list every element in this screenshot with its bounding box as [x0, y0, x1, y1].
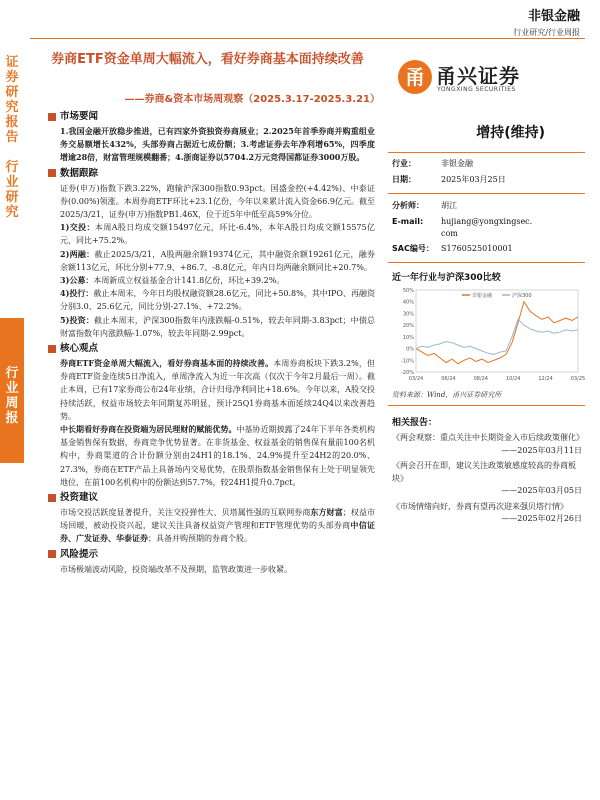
advice-stock-2: 中信证券、广发证券、华泰证券: [60, 520, 375, 544]
section-data-tracking: [48, 166, 375, 181]
data-trading-paragraph: [60, 221, 375, 247]
info-email-key: E-mail:: [392, 217, 424, 226]
related-report-item[interactable]: [392, 501, 582, 526]
data-trading-text: 本周A股日均成交额15497亿元，环比-6.4%，本年A股日均成交额15575亿元，同比+75.2%。: [60, 223, 375, 246]
x-tick-label: 03/24: [408, 376, 424, 382]
info-sac-key: SAC编号：: [392, 244, 434, 253]
y-tick-label: 20%: [402, 323, 414, 330]
sidebar-char: 业: [5, 381, 19, 396]
section-core-views: [48, 341, 375, 356]
info-industry-key: 行业：: [392, 159, 416, 168]
legend-label: 非银金融: [472, 293, 493, 299]
risk-paragraph: 市场极端波动风险，投资端改革不及预期，监管政策进一步收紧。: [60, 564, 292, 574]
core-view-text-1: 本周券商板块下跌3.2%，但券商ETF资金连续5日净流入，单周净流入为近一年次高（仅次于今年2月最后一周）。截止本周，已有17家券商公布24年业绩，合计归母净利同比+18.6%。今年以来，A股交投持续活跃，权益市场较去年同期复苏明显，预计25Q1券商基本面延续24Q4以来改善趋势。: [60, 359, 375, 421]
data-invest-text: 截止本周末，沪深300指数年内涨跌幅-0.51%，较去年同期-3.83pct；中债总财富指数年内涨跌幅-1.07%，较去年同期-2.99pct。: [60, 315, 375, 338]
logo-chinese-name: 甬兴证券: [436, 64, 520, 88]
section-title: 投资建议: [60, 492, 99, 504]
data-margin-label: 2)两融：: [60, 248, 95, 259]
sidebar-char: 研: [5, 190, 19, 205]
info-email: [392, 216, 532, 240]
x-tick-label: 12/24: [538, 376, 553, 382]
report-body: [60, 108, 375, 576]
advice-text-1: 市场交投活跃度显著提升，关注交投弹性大、贝塔属性强的互联网券商: [60, 508, 311, 518]
y-tick-label: -20%: [401, 370, 414, 376]
y-tick-label: 10%: [402, 334, 414, 341]
data-summary-paragraph: 证券(申万)指数下跌3.22%，跑输沪深300指数0.93pct。国盛金控(+4.42%)、中泰证券(0.00%)领涨。本周券商ETF环比+23.1亿份，今年以来累计流入资金66.9亿元。截至2025/3/21，证券(申万)指数PB1.46X，位于近5年中低至高59%分位。: [60, 183, 375, 220]
x-tick-label: 06/24: [441, 376, 456, 382]
info-date: [392, 174, 506, 186]
y-tick-label: 50%: [402, 288, 414, 294]
left-sidebar: [0, 0, 24, 800]
data-invest-paragraph: [60, 314, 375, 340]
sidebar-char: 研: [5, 85, 19, 100]
advice-stock-1: 东方财富: [310, 507, 343, 518]
sidebar-top-vertical: [0, 55, 24, 220]
section-bullet-icon: [48, 169, 56, 177]
info-analyst-key: 分析师：: [392, 201, 424, 210]
section-risk-warning: [48, 547, 375, 562]
data-margin-paragraph: [60, 248, 375, 274]
related-report-date: ——2025年03月11日: [501, 445, 582, 455]
sidebar-char: 告: [5, 130, 19, 145]
chart-title: 近一年行业与沪深300比较: [392, 273, 501, 283]
info-date-key: 日期：: [392, 175, 416, 184]
sidebar-char: 究: [5, 205, 19, 220]
sidebar-char: 行: [5, 160, 19, 175]
sidebar-char: 报: [5, 115, 19, 130]
data-trading-label: 1)交投：: [60, 222, 95, 233]
chart-plot-frame: [416, 290, 578, 372]
data-ib-label: 4)投行：: [60, 288, 94, 299]
legend-label: 沪深300: [512, 293, 532, 299]
sidebar-category-block: [0, 318, 24, 463]
email-line-2: com: [441, 229, 458, 238]
sidebar-report-type: [0, 55, 24, 220]
sidebar-char: 报: [5, 411, 19, 426]
sidebar-char: 证: [5, 55, 19, 70]
series-line: [416, 319, 578, 354]
section-title: 风险提示: [60, 548, 99, 560]
data-invest-label: 5)投资：: [60, 314, 95, 325]
section-market-news: [48, 109, 375, 124]
comparison-line-chart: [392, 284, 586, 387]
data-ib-text: 截止本周末，今年日均股权融资额28.6亿元，同比+50.8%，其中IPO、再融资分别3.0、25.6亿元，同比分别-27.1%、+72.2%。: [60, 289, 376, 312]
advice-text-3: ；具备并购预期的券商个股。: [148, 534, 252, 544]
data-fund-label: 3)公募：: [60, 275, 94, 286]
related-report-date: ——2025年02月26日: [501, 514, 582, 523]
info-sac-value: S1760525010001: [441, 244, 513, 253]
sidebar-char: 周: [5, 396, 19, 411]
section-bullet-icon: [48, 550, 56, 558]
related-reports-list: [392, 432, 582, 529]
x-tick-label: 03/25: [570, 376, 586, 382]
related-divider: [388, 405, 585, 406]
section-investment-advice: [48, 490, 375, 505]
data-margin-text: 截止2025/3/21，A股两融余额19374亿元，其中融资余额19261亿元，融券余额113亿元，环比分别+77.9、+86.7、-8.8亿元，年内日均两融余额同比+20.7%。: [60, 249, 375, 272]
report-subtitle: ——券商&资本市场周观察（2025.3.17-2025.3.21）: [124, 94, 380, 105]
data-ib-paragraph: [60, 287, 375, 313]
advice-text-2: ；权益市场回暖，被动投资兴起，建议关注具备权益资产管理和ETF管理优势的头部券商: [60, 508, 376, 531]
core-view-paragraph-2: [60, 423, 375, 489]
sidebar-char: 行: [5, 366, 19, 381]
sidebar-char: 券: [5, 70, 19, 85]
logo-mark-icon: 甬: [398, 60, 432, 94]
info-divider: [388, 193, 585, 194]
related-report-item[interactable]: [392, 460, 582, 498]
company-logo: [398, 60, 550, 96]
data-fund-text: 本周新成立权益基金合计141.8亿份，环比+39.2%。: [93, 276, 285, 286]
sidebar-char: 究: [5, 100, 19, 115]
info-industry-value: 非银金融: [441, 159, 473, 168]
page-header: [480, 5, 580, 38]
core-view-lead-1: 券商ETF资金单周大幅流入，看好券商基本面的持续改善。: [60, 358, 274, 369]
y-tick-label: 30%: [402, 311, 414, 318]
email-line-1: hujiang@yongxingsec.: [441, 217, 533, 226]
info-sac: [392, 243, 513, 255]
advice-paragraph: [60, 506, 375, 546]
section-title: 市场要闻: [60, 111, 99, 122]
info-date-value: 2025年03月25日: [441, 175, 506, 184]
info-divider-2: [388, 262, 585, 263]
chart-source: 资料来源：Wind，甬兴证券研究所: [392, 391, 502, 399]
section-bullet-icon: [48, 113, 56, 121]
core-view-paragraph-1: [60, 357, 375, 423]
header-subtitle: 行业研究/行业周报: [513, 28, 580, 37]
report-title: 券商ETF资金单周大幅流入，看好券商基本面持续改善: [51, 52, 364, 67]
related-report-date: ——2025年03月05日: [501, 486, 582, 495]
related-report-title: 《两会召开在即，建议关注政策敏感度较高的券商板块》: [392, 461, 576, 483]
core-view-text-2: 中基协近期披露了24年下半年各类机构基金销售保有数据，券商竞争优势显著。在非货基金、权益基金的销售保有量前100名机构中，券商渠道的合计份额分别由24H1的18.1%、24.9%提升至24H2的20.0%、27.3%，券商在ETF产品上具备场内交易优势，在股票指数基金销售保有上处于明显领先地位，在前100名机构中的份额达到57.7%，较24H1提升0.7pct。: [60, 425, 375, 487]
related-report-item[interactable]: [392, 432, 582, 457]
header-brand: 非银金融: [527, 9, 580, 24]
y-tick-label: -10%: [401, 358, 414, 365]
sidebar-gap: [0, 145, 24, 160]
data-fund-paragraph: [60, 274, 375, 287]
related-reports-title: 相关报告：: [392, 418, 438, 428]
info-email-value[interactable]: [441, 216, 532, 240]
section-bullet-icon: [48, 494, 56, 502]
y-tick-label: 0%: [406, 346, 414, 353]
rating-divider: [388, 152, 585, 153]
section-title: 核心观点: [60, 343, 99, 355]
section-title: 数据跟踪: [60, 167, 99, 179]
x-tick-label: 08/24: [473, 376, 489, 382]
related-report-title: 《两会观察：重点关注中长期资金入市后续政策催化》: [392, 433, 584, 442]
info-analyst-value: 胡江: [441, 201, 457, 210]
rating-label: 增持(维持): [476, 125, 545, 141]
sidebar-char: 业: [5, 175, 19, 190]
y-tick-label: 40%: [402, 299, 414, 306]
market-news-paragraph: 1.我国金融开放稳步推进，已有四家外资独资券商展业；2.2025年首季券商并购重组业务交易额增长432%，头部券商占据近七成份额；3.考虑证券去年净利增65%，四季度增逾28倍，财富管理规模翻番；4.浙商证券以5704.2万元竞得国都证券3000万股。: [60, 126, 375, 163]
x-tick-label: 10/24: [505, 376, 521, 382]
section-bullet-icon: [48, 345, 56, 353]
related-report-title: 《市场情绪向好，券商有望再次迎来强贝塔行情》: [392, 501, 568, 511]
core-view-lead-2: 中长期看好券商在投资端为居民理财的赋能优势。: [60, 424, 237, 435]
logo-english-name: YONGXING SECURITIES: [437, 86, 516, 93]
sidebar-block-vertical: [0, 366, 24, 426]
info-analyst: [392, 200, 457, 212]
info-industry: [392, 158, 473, 170]
header-divider: [30, 38, 585, 39]
